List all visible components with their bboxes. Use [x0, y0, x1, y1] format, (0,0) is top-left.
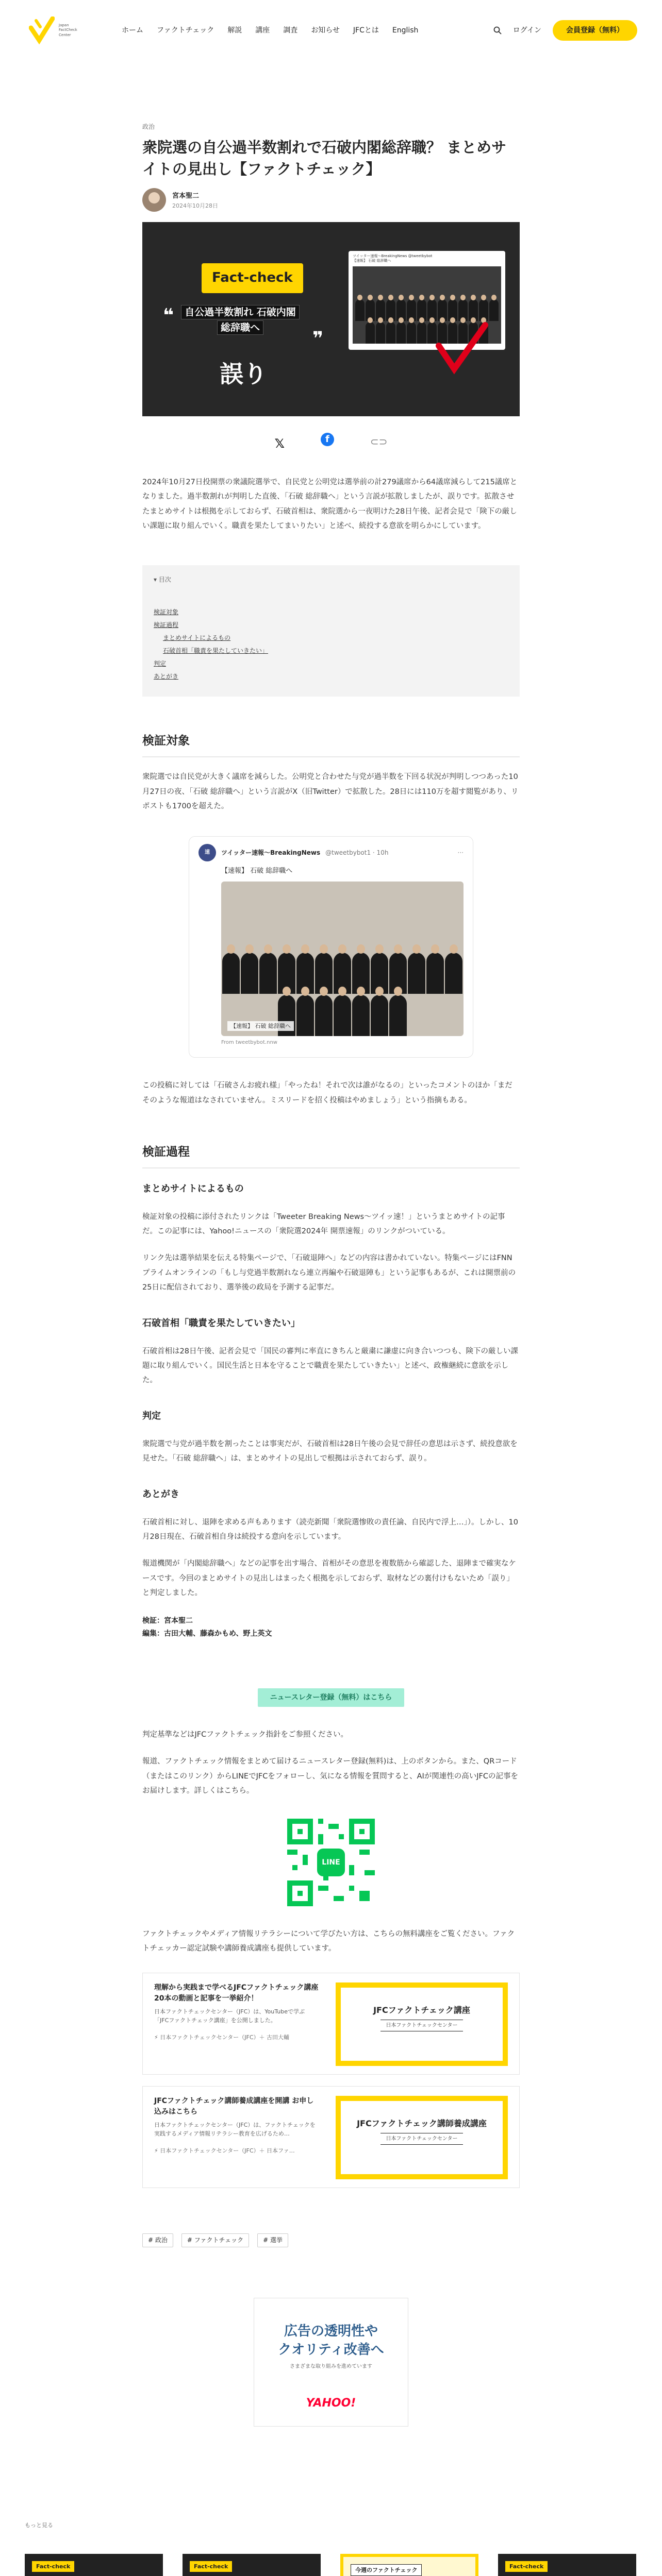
main-nav [122, 24, 418, 37]
toc-item [154, 671, 508, 682]
paragraph: 判定基準などはJFCファクトチェック指針をご参照ください。 [142, 1731, 349, 1739]
quote-close-icon: ❞ [312, 328, 324, 350]
paragraph: 検証対象の投稿に添付されたリンクは「Tweeter Breaking News～ツイッ速！」というまとめサイトの記事だ。この記事には、Yahoo!ニュースの「衆院選2024年 開票速報」のリンクがついている。 [142, 1212, 505, 1235]
related-label: もっと見る [25, 2521, 53, 2529]
card-title: JFCファクトチェック講師養成講座を開講 お申し込みはこちら [154, 2096, 314, 2116]
paragraph: 石破首相は28日午後、記者会見で「国民の審判に率直にきちんと厳粛に謙虚に向き合いつつも、険下の厳しい課題に取り組んでいく。国民生活と日本を守ることで職責を果たしていきたい」と述べ、政権継続に意欲を示した。 [142, 1347, 518, 1385]
related-card[interactable] [25, 2554, 163, 2576]
related-grid [25, 2554, 637, 2576]
toc-item [154, 646, 508, 656]
section-heading-process: 検証過程 [142, 1142, 520, 1168]
toc-link[interactable]: 判定 [154, 660, 167, 668]
tweet-header [198, 844, 464, 861]
card-img-title: JFCファクトチェック講座 [373, 2005, 470, 2015]
nav-research[interactable]: 調査 [283, 26, 298, 35]
article [142, 61, 520, 2427]
login-link[interactable]: ログイン [512, 26, 541, 35]
toc-item [154, 658, 508, 669]
tag[interactable]: # ファクトチェック [181, 2233, 249, 2247]
hero-verdict: 誤り [220, 360, 267, 388]
related-thumbnail [183, 2554, 321, 2576]
card-source: ⚡ 日本ファクトチェックセンター（JFC）＋ 日本ファ… [154, 2147, 295, 2154]
toc-item [154, 633, 508, 643]
related-card[interactable] [183, 2554, 321, 2576]
toc-title[interactable]: ▾ 目次 [154, 576, 171, 584]
logo-text [59, 23, 77, 37]
card-source: ⚡ 日本ファクトチェックセンター（JFC）＋ 古田大輔 [154, 2033, 289, 2041]
paragraph: 石破首相に対し、退陣を求める声もあります（読売新聞「衆院選惨敗の責任論、自民内で浮上…」）。しかし、10月28日現在、石破首相自身は続投する意向を示しています。 [142, 1518, 518, 1541]
paragraph: 衆院選では自民党が大きく議席を減らした。公明党と合わせた与党が過半数を下回る状況が判明しつつあった10月27日の夜、「石破 総辞職へ」という言説がX（旧Twitter）で拡散した。28日には110万を超す閲覧があり、リポストも1700を超えた。 [142, 773, 519, 810]
embedded-tweet[interactable] [189, 836, 473, 1058]
author-info [172, 191, 218, 209]
factcheck-badge: Fact-check [202, 263, 303, 293]
toc-link[interactable]: あとがき [154, 673, 179, 681]
paragraph: 報道、ファクトチェック情報をまとめて届けるニュースレター登録(無料)は、上のボタンから。また、QRコード（またはこのリンク）からLINEでJFCをフォローし、気になる情報を質問すると、AIが関連性の高いJFCの記事をお届けします。詳しくはこちら。 [142, 1757, 519, 1795]
article-title: 衆院選の自公過半数割れで石破内閣総辞職？ まとめサイトの見出し【ファクトチェック】 [142, 139, 507, 178]
table-of-contents [142, 565, 520, 697]
subheading-verdict: 判定 [142, 1411, 161, 1422]
related-badge: Fact-check [190, 2561, 232, 2572]
tweet-photo-caption: 【速報】 石破 総辞職へ [227, 1021, 294, 1031]
related-thumbnail [498, 2554, 636, 2576]
related-card[interactable] [340, 2554, 478, 2576]
author-avatar[interactable] [142, 188, 166, 212]
card-img-title: JFCファクトチェック講師養成講座 [357, 2118, 487, 2128]
card-desc: 日本ファクトチェックセンター（JFC）は、YouTubeで学ぶ「JFCファクトチェック講座」を公開しました。 [154, 2008, 305, 2024]
section-heading-target: 検証対象 [142, 731, 520, 757]
paragraph: リンク先は選挙結果を伝える特集ページで、「石破退陣へ」などの内容は書かれていない。特集ページにはFNNプライムオンラインの「もし与党過半数割れなら連立再編や石破退陣も」という記事もあるが、これは開票前の25日に配信されており、選挙後の政局を予測する記事だ。 [142, 1254, 516, 1292]
tweet-handle: @tweetbybot1 · 10h [325, 849, 389, 856]
related-badge: Fact-check [505, 2561, 548, 2572]
nav-news[interactable]: お知らせ [311, 26, 340, 35]
header-actions [493, 20, 637, 41]
newsletter-cta [142, 1688, 520, 1707]
copy-link-icon[interactable]: ⊂⊃ [370, 435, 388, 448]
jfc-logo-icon [29, 16, 55, 44]
tweet-name: ツイッター速報～BreakingNews [221, 849, 321, 856]
tag[interactable]: # 政治 [142, 2233, 173, 2247]
card-img-sub: 日本ファクトチェックセンター [380, 2020, 462, 2032]
tweet-photo [221, 882, 464, 1036]
more-icon[interactable]: ··· [457, 849, 464, 856]
toc-list [154, 607, 508, 682]
toc-title-text: 目次 [158, 576, 171, 584]
editor-credit: 編集：古田大輔、藤森かもめ、野上英文 [142, 1630, 272, 1638]
toc-item [154, 620, 508, 631]
share-buttons [142, 433, 520, 454]
toc-link[interactable]: 検証対象 [154, 608, 179, 616]
advertisement[interactable] [254, 2298, 408, 2427]
line-qr-code[interactable] [287, 1819, 375, 1906]
author-row [142, 188, 520, 212]
related-articles [25, 2520, 637, 2576]
line-logo-icon: LINE [317, 1849, 345, 1876]
card-title: 理解から実践まで学べるJFCファクトチェック講座 20本の動画と記事を一挙紹介！ [154, 1983, 319, 2003]
ad-subtitle: さまざまな取り組みを進めています [290, 2364, 372, 2370]
toc-link[interactable]: まとめサイトによるもの [163, 634, 231, 642]
nav-english[interactable]: English [392, 26, 419, 35]
author-name[interactable]: 宮本聖二 [172, 192, 200, 200]
quote-open-icon: ❝ [163, 305, 174, 327]
site-logo[interactable] [29, 16, 91, 44]
subheading-ishiba: 石破首相「職責を果たしていきたい」 [142, 1318, 300, 1329]
check-mark-icon [434, 320, 490, 377]
course-card[interactable] [142, 2086, 520, 2188]
qr-pattern [287, 1819, 375, 1906]
hero-claim-line: 総辞職へ [217, 320, 263, 335]
toc-link[interactable]: 検証過程 [154, 621, 179, 629]
course-cards [142, 1973, 520, 2188]
hero-tweet-head: ツイッター速報～BreakingNews @tweetbybot 【速報】 石破 総辞職へ [353, 254, 433, 263]
paragraph: 衆院選で与党が過半数を割ったことは事実だが、石破首相は28日午後の会見で辞任の意思は示さず、続投意欲を見せた。「石破 総辞職へ」は、まとめサイトの見出しで根拠は示されておらず、誤り。 [142, 1439, 518, 1463]
share-x-icon[interactable]: 𝕏 [274, 436, 285, 451]
subheading-matome: まとめサイトによるもの [142, 1183, 244, 1195]
related-badge: Fact-check [32, 2561, 74, 2572]
paragraph: この投稿に対しては「石破さんお疲れ様」「やったね！それで次は誰がなるの」といったコメントのほか「まだそのような報道はなされていません。ミスリードを招く投稿はやめましょう」という指摘もある。 [142, 1081, 512, 1105]
card-text [154, 1982, 319, 2065]
newsletter-button[interactable]: ニュースレター登録（無料）はこちら [258, 1688, 405, 1707]
signup-button[interactable]: 会員登録（無料） [553, 20, 637, 41]
card-thumbnail [336, 1982, 508, 2066]
card-desc: 日本ファクトチェックセンター（JFC）は、ファクトチェックを実践するメディア情報リテラシー教育を広げるため… [154, 2121, 316, 2138]
nav-courses[interactable]: 講座 [255, 26, 270, 35]
paragraph: ファクトチェックやメディア情報リテラシーについて学びたい方は、こちらの無料講座をご覧ください。ファクトチェッカー認定試験や講師養成講座も提供しています。 [142, 1930, 515, 1953]
yahoo-logo: YAHOO! [306, 2397, 356, 2410]
search-icon[interactable] [493, 26, 502, 35]
related-thumbnail [25, 2554, 163, 2576]
article-lead: 2024年10月27日投開票の衆議院選挙で、自民党と公明党は選挙前の計279議席から64議席減らして215議席となりました。過半数割れが判明した直後、「石破 総辞職へ」という言説が拡散しましたが、誤りです。拡散させたまとめサイトは根拠を示しておらず、石破首相は、衆院選から一夜明けた28日午後、記者会見で「険下の厳しい課題に取り組んでいく。職責を果たしてまいりたい」と述べ、続投する意欲を明らかにしています。 [142, 478, 518, 530]
nav-factcheck[interactable]: ファクトチェック [157, 26, 214, 35]
toc-item [154, 607, 508, 618]
tweet-source: From tweetbybot.nnw [221, 1039, 277, 1045]
tweet-avatar: 速 [198, 844, 216, 861]
hero-claim [163, 304, 318, 336]
tag[interactable]: # 選挙 [257, 2233, 288, 2247]
verifier-credit: 検証：宮本聖二 [142, 1617, 193, 1625]
card-source-text: 日本ファクトチェックセンター（JFC）＋ 古田大輔 [160, 2033, 289, 2041]
nav-explainer[interactable]: 解説 [227, 26, 242, 35]
article-category[interactable]: 政治 [142, 123, 155, 130]
signoff [142, 1615, 520, 1640]
subheading-afterword: あとがき [142, 1489, 179, 1500]
related-thumbnail [340, 2554, 478, 2576]
hero-image [142, 222, 520, 416]
card-text [154, 2096, 319, 2178]
site-header [0, 0, 662, 61]
tweet-text: 【速報】 石破 総辞職へ [221, 867, 293, 875]
hero-claim-line: 自公過半数割れ 石破内閣 [181, 305, 300, 319]
nav-home[interactable]: ホーム [122, 26, 143, 35]
paragraph: 報道機関が「内閣総辞職へ」などの記事を出す場合、首相がその意思を複数筋から確認した、退陣まで確実なケースです。今回のまとめサイトの見出しはまったく根拠を示しておらず、取材などの裏付けもないため「誤り」と判定しました。 [142, 1560, 516, 1597]
related-card[interactable] [498, 2554, 636, 2576]
share-facebook-icon[interactable]: f [321, 433, 334, 446]
card-source-text: 日本ファクトチェックセンター（JFC）＋ 日本ファ… [160, 2147, 295, 2154]
logo-line: Japan [59, 23, 69, 28]
card-img-sub: 日本ファクトチェックセンター [380, 2133, 462, 2145]
logo-line: Center [59, 32, 71, 37]
publish-date: 2024年10月28日 [172, 202, 218, 209]
related-badge: 今週のファクトチェック [351, 2564, 422, 2576]
card-thumbnail [336, 2096, 508, 2179]
tag-list [142, 2233, 520, 2247]
course-card[interactable] [142, 1973, 520, 2075]
logo-line: FactCheck [59, 28, 77, 32]
toc-link[interactable]: 石破首相「職責を果たしていきたい」 [163, 647, 269, 655]
cabinet-photo [221, 912, 464, 1036]
ad-title: 広告の透明性や クオリティ改善へ [278, 2323, 384, 2358]
nav-about[interactable]: JFCとは [353, 26, 379, 35]
